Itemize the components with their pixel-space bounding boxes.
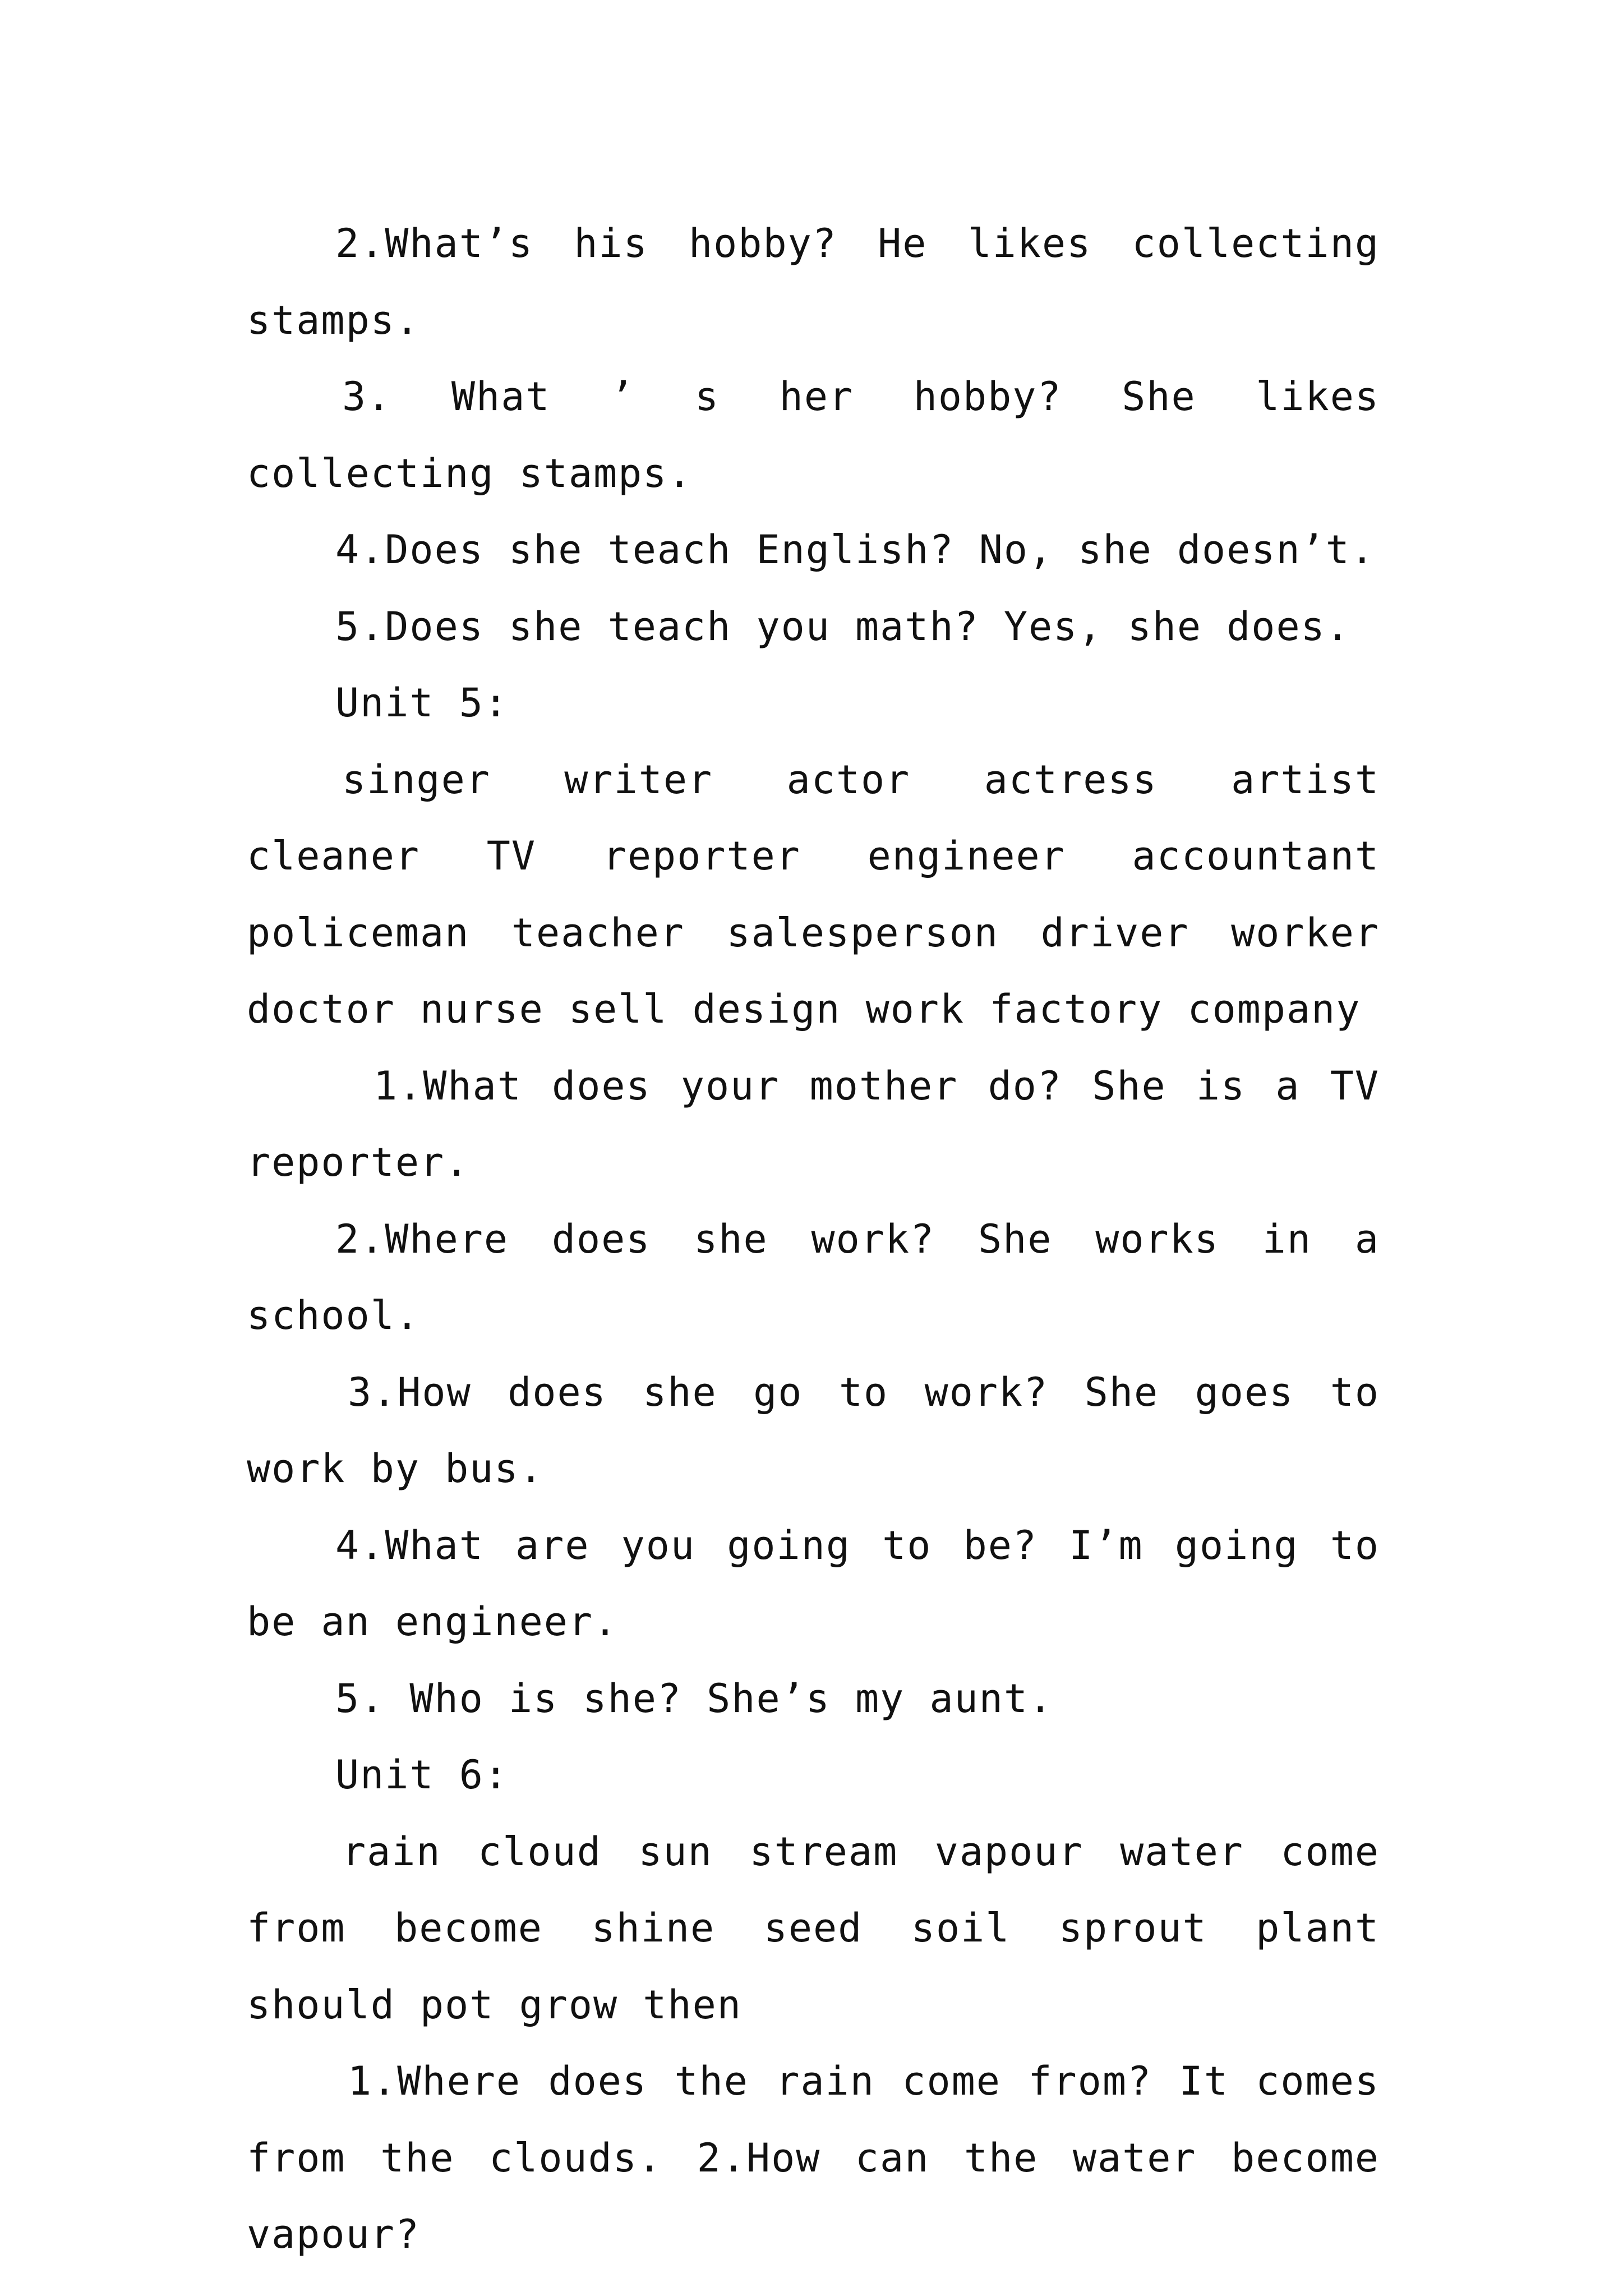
- document-body: [247, 205, 1380, 2273]
- unit-5-sentence-5: 5. Who is she? She’s my aunt.: [335, 1675, 1054, 1722]
- unit-5-heading: Unit 5:: [335, 680, 509, 726]
- unit-5-sentence-1: 1.What does your mother do? She is a TV reporter.: [247, 1062, 1380, 1185]
- unit-5-sentence-2: 2.Where does she work? She works in a school.: [247, 1216, 1380, 1338]
- unit-6-sentences: 1.Where does the rain come from? It comes from the clouds. 2.How can the water become vapour?: [247, 2058, 1380, 2257]
- unit-5-sentence-3: 3.How does she go to work? She goes to work by bus.: [247, 1369, 1380, 1492]
- paragraph-hobby-his: 2.What’s his hobby? He likes collecting stamps.: [247, 220, 1380, 343]
- paragraph-teach-math: 5.Does she teach you math? Yes, she does.: [335, 603, 1350, 650]
- unit-5-sentence-4: 4.What are you going to be? I’m going to be an engineer.: [247, 1522, 1380, 1645]
- unit-5-vocabulary: singer writer actor actress artist cleaner TV reporter engineer accountant policeman teacher salesperson driver worker doctor nurse sell design work factory company: [247, 756, 1380, 1032]
- paragraph-teach-english: 4.Does she teach English? No, she doesn’t.: [335, 527, 1376, 573]
- unit-6-vocabulary: rain cloud sun stream vapour water come from become shine seed soil sprout plant should pot grow then: [247, 1828, 1380, 2028]
- paragraph-hobby-her: 3. What ’ s her hobby? She likes collecting stamps.: [247, 374, 1380, 496]
- unit-6-heading: Unit 6:: [335, 1752, 509, 1798]
